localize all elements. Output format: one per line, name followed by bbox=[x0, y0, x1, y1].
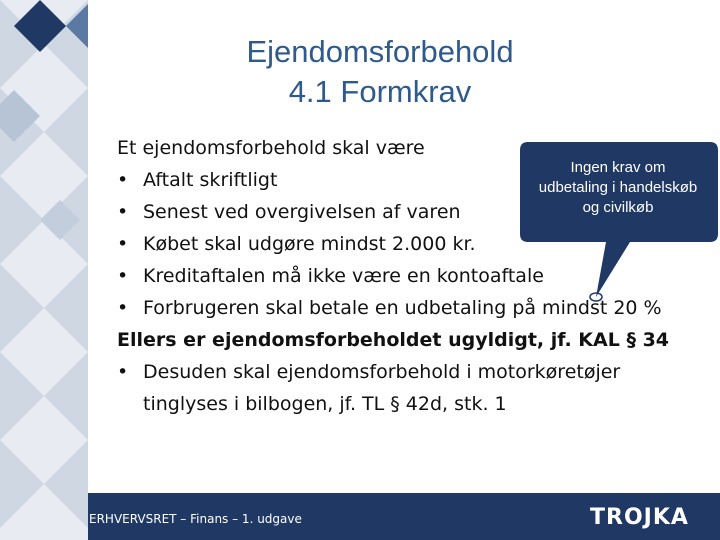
bullet-icon: • bbox=[117, 201, 129, 223]
bullet-icon: • bbox=[117, 169, 129, 191]
bullet-icon: • bbox=[117, 265, 129, 287]
bullet-icon: • bbox=[117, 361, 129, 383]
bullet-text: Købet skal udgøre mindst 2.000 kr. bbox=[143, 233, 476, 255]
slide-title bbox=[100, 32, 660, 112]
bullet-icon: • bbox=[117, 233, 129, 255]
bullet-text: Desuden skal ejendomsforbehold i motorkøretøjer bbox=[143, 361, 621, 383]
trojka-logo: TROJKA bbox=[590, 505, 689, 530]
slide-title-line1: Ejendomsforbehold bbox=[246, 34, 514, 69]
bullet-item bbox=[117, 356, 717, 388]
bullet-icon: • bbox=[117, 297, 129, 319]
intro-text: Et ejendomsforbehold skal være bbox=[117, 137, 425, 159]
conclusion-text: Ellers er ejendomsforbeholdet ugyldigt, jf. KAL § 34 bbox=[117, 329, 670, 351]
bullet-text: Senest ved overgivelsen af varen bbox=[143, 201, 461, 223]
bullet-continuation: tinglyses i bilbogen, jf. TL § 42d, stk. 1 bbox=[143, 393, 507, 415]
bullet-text: Forbrugeren skal betale en udbetaling på mindst 20 % bbox=[143, 297, 662, 319]
slide-title-line2: 4.1 Formkrav bbox=[288, 74, 472, 109]
bullet-text: Kreditaftalen må ikke være en kontoaftale bbox=[143, 265, 544, 287]
side-decoration-pattern bbox=[0, 0, 88, 540]
footer-text: ERHVERVSRET – Finans – 1. udgave bbox=[89, 512, 302, 526]
callout-bubble bbox=[520, 142, 718, 302]
callout-text: Ingen krav om udbetaling i handelskøb og civilkøb bbox=[538, 159, 698, 216]
bullet-text: Aftalt skriftligt bbox=[143, 169, 278, 191]
